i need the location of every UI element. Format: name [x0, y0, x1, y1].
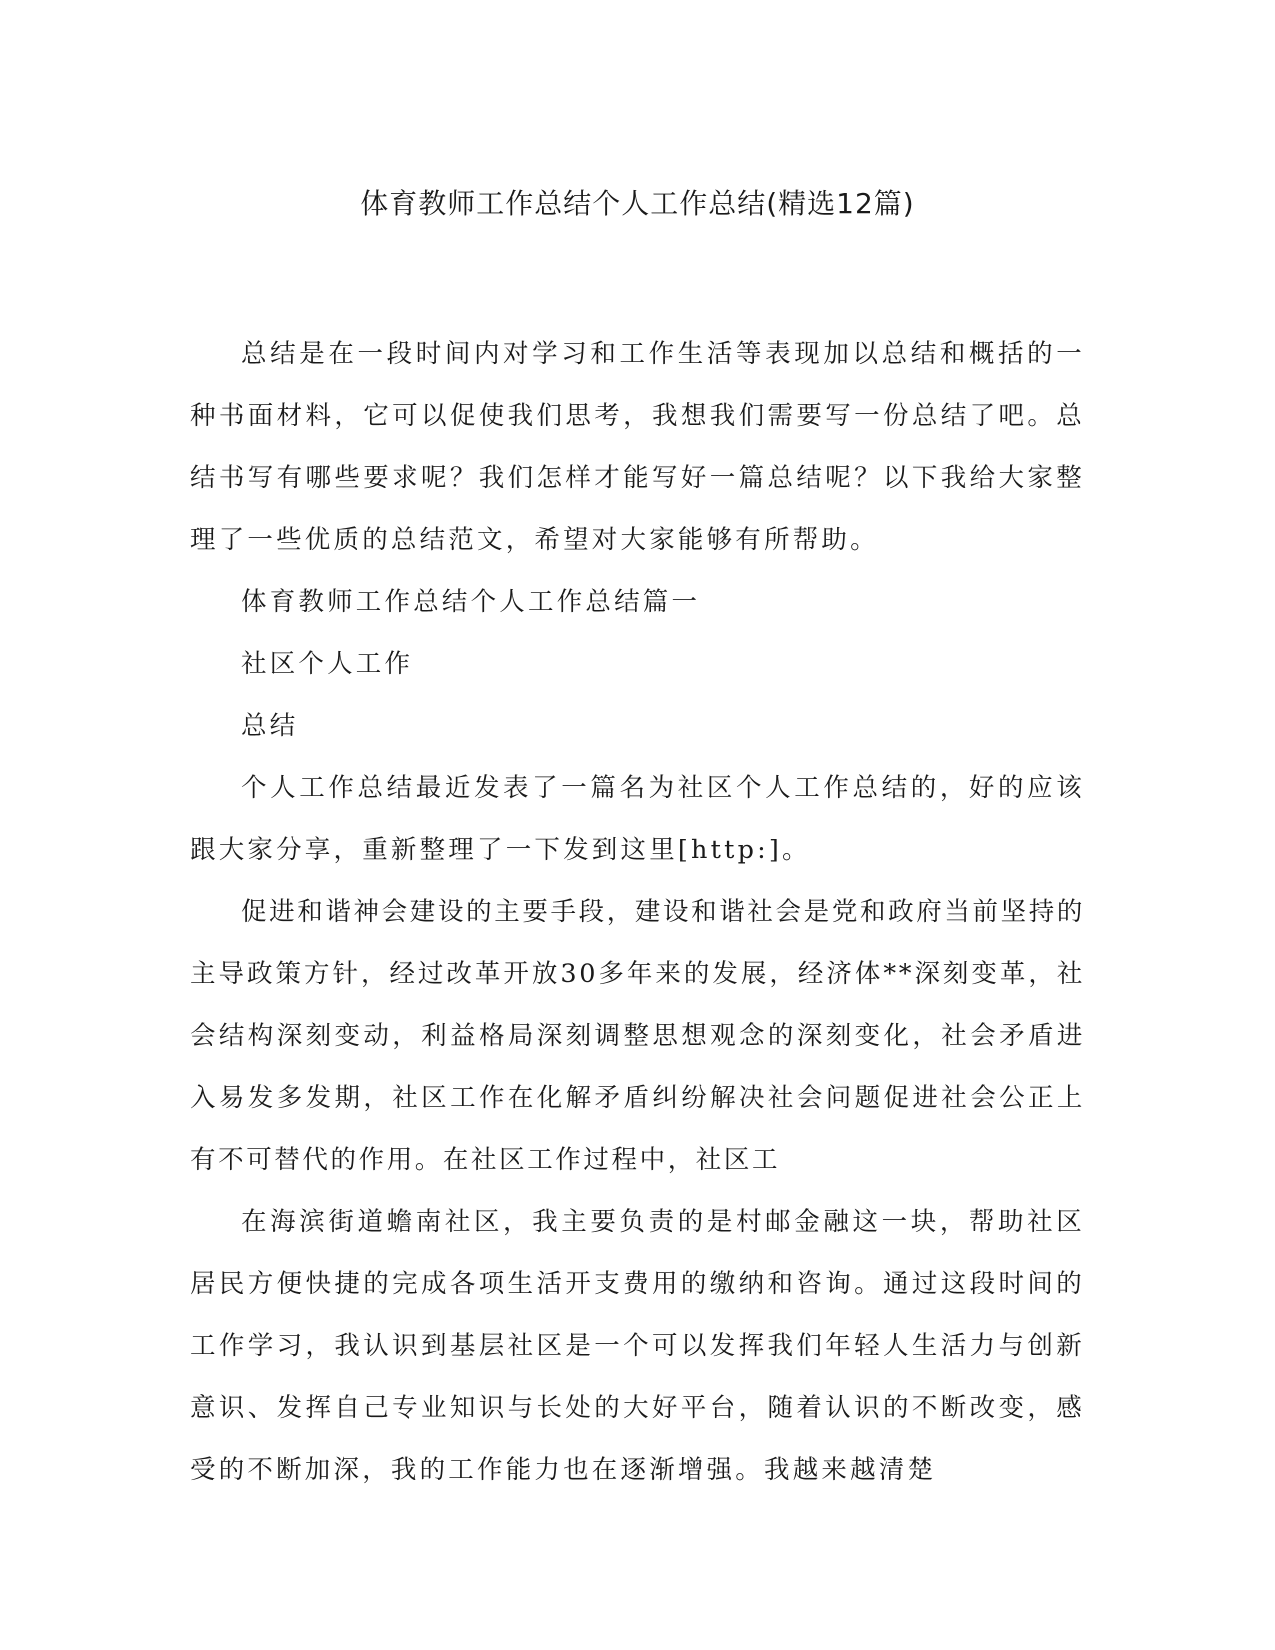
intro-paragraph: 总结是在一段时间内对学习和工作生活等表现加以总结和概括的一种书面材料，它可以促使我们思考，我想我们需要写一份总结了吧。总结书写有哪些要求呢？我们怎样才能写好一篇总结呢？以下我给大家整理了一些优质的总结范文，希望对大家能够有所帮助。 [190, 339, 1085, 555]
body-paragraph: 个人工作总结最近发表了一篇名为社区个人工作总结的，好的应该跟大家分享，重新整理了一下发到这里[http:]。 [190, 773, 1085, 865]
subheading-line-2: 总结 [241, 711, 299, 741]
document-body [190, 323, 1085, 1501]
document-title: 体育教师工作总结个人工作总结(精选12篇) [360, 187, 915, 220]
body-paragraph: 在海滨街道蟾南社区，我主要负责的是村邮金融这一块，帮助社区居民方便快捷的完成各项生活开支费用的缴纳和咨询。通过这段时间的工作学习，我认识到基层社区是一个可以发挥我们年轻人生活力与创新意识、发挥自己专业知识与长处的大好平台，随着认识的不断改变，感受的不断加深，我的工作能力也在逐渐增强。我越来越清楚 [190, 1207, 1085, 1485]
section-heading: 体育教师工作总结个人工作总结篇一 [241, 587, 701, 617]
subheading-line-1: 社区个人工作 [241, 649, 414, 679]
body-paragraph: 促进和谐神会建设的主要手段，建设和谐社会是党和政府当前坚持的主导政策方针，经过改革开放30多年来的发展，经济体**深刻变革，社会结构深刻变动，利益格局深刻调整思想观念的深刻变化，社会矛盾进入易发多发期，社区工作在化解矛盾纠纷解决社会问题促进社会公正上有不可替代的作用。在社区工作过程中，社区工 [190, 897, 1085, 1175]
